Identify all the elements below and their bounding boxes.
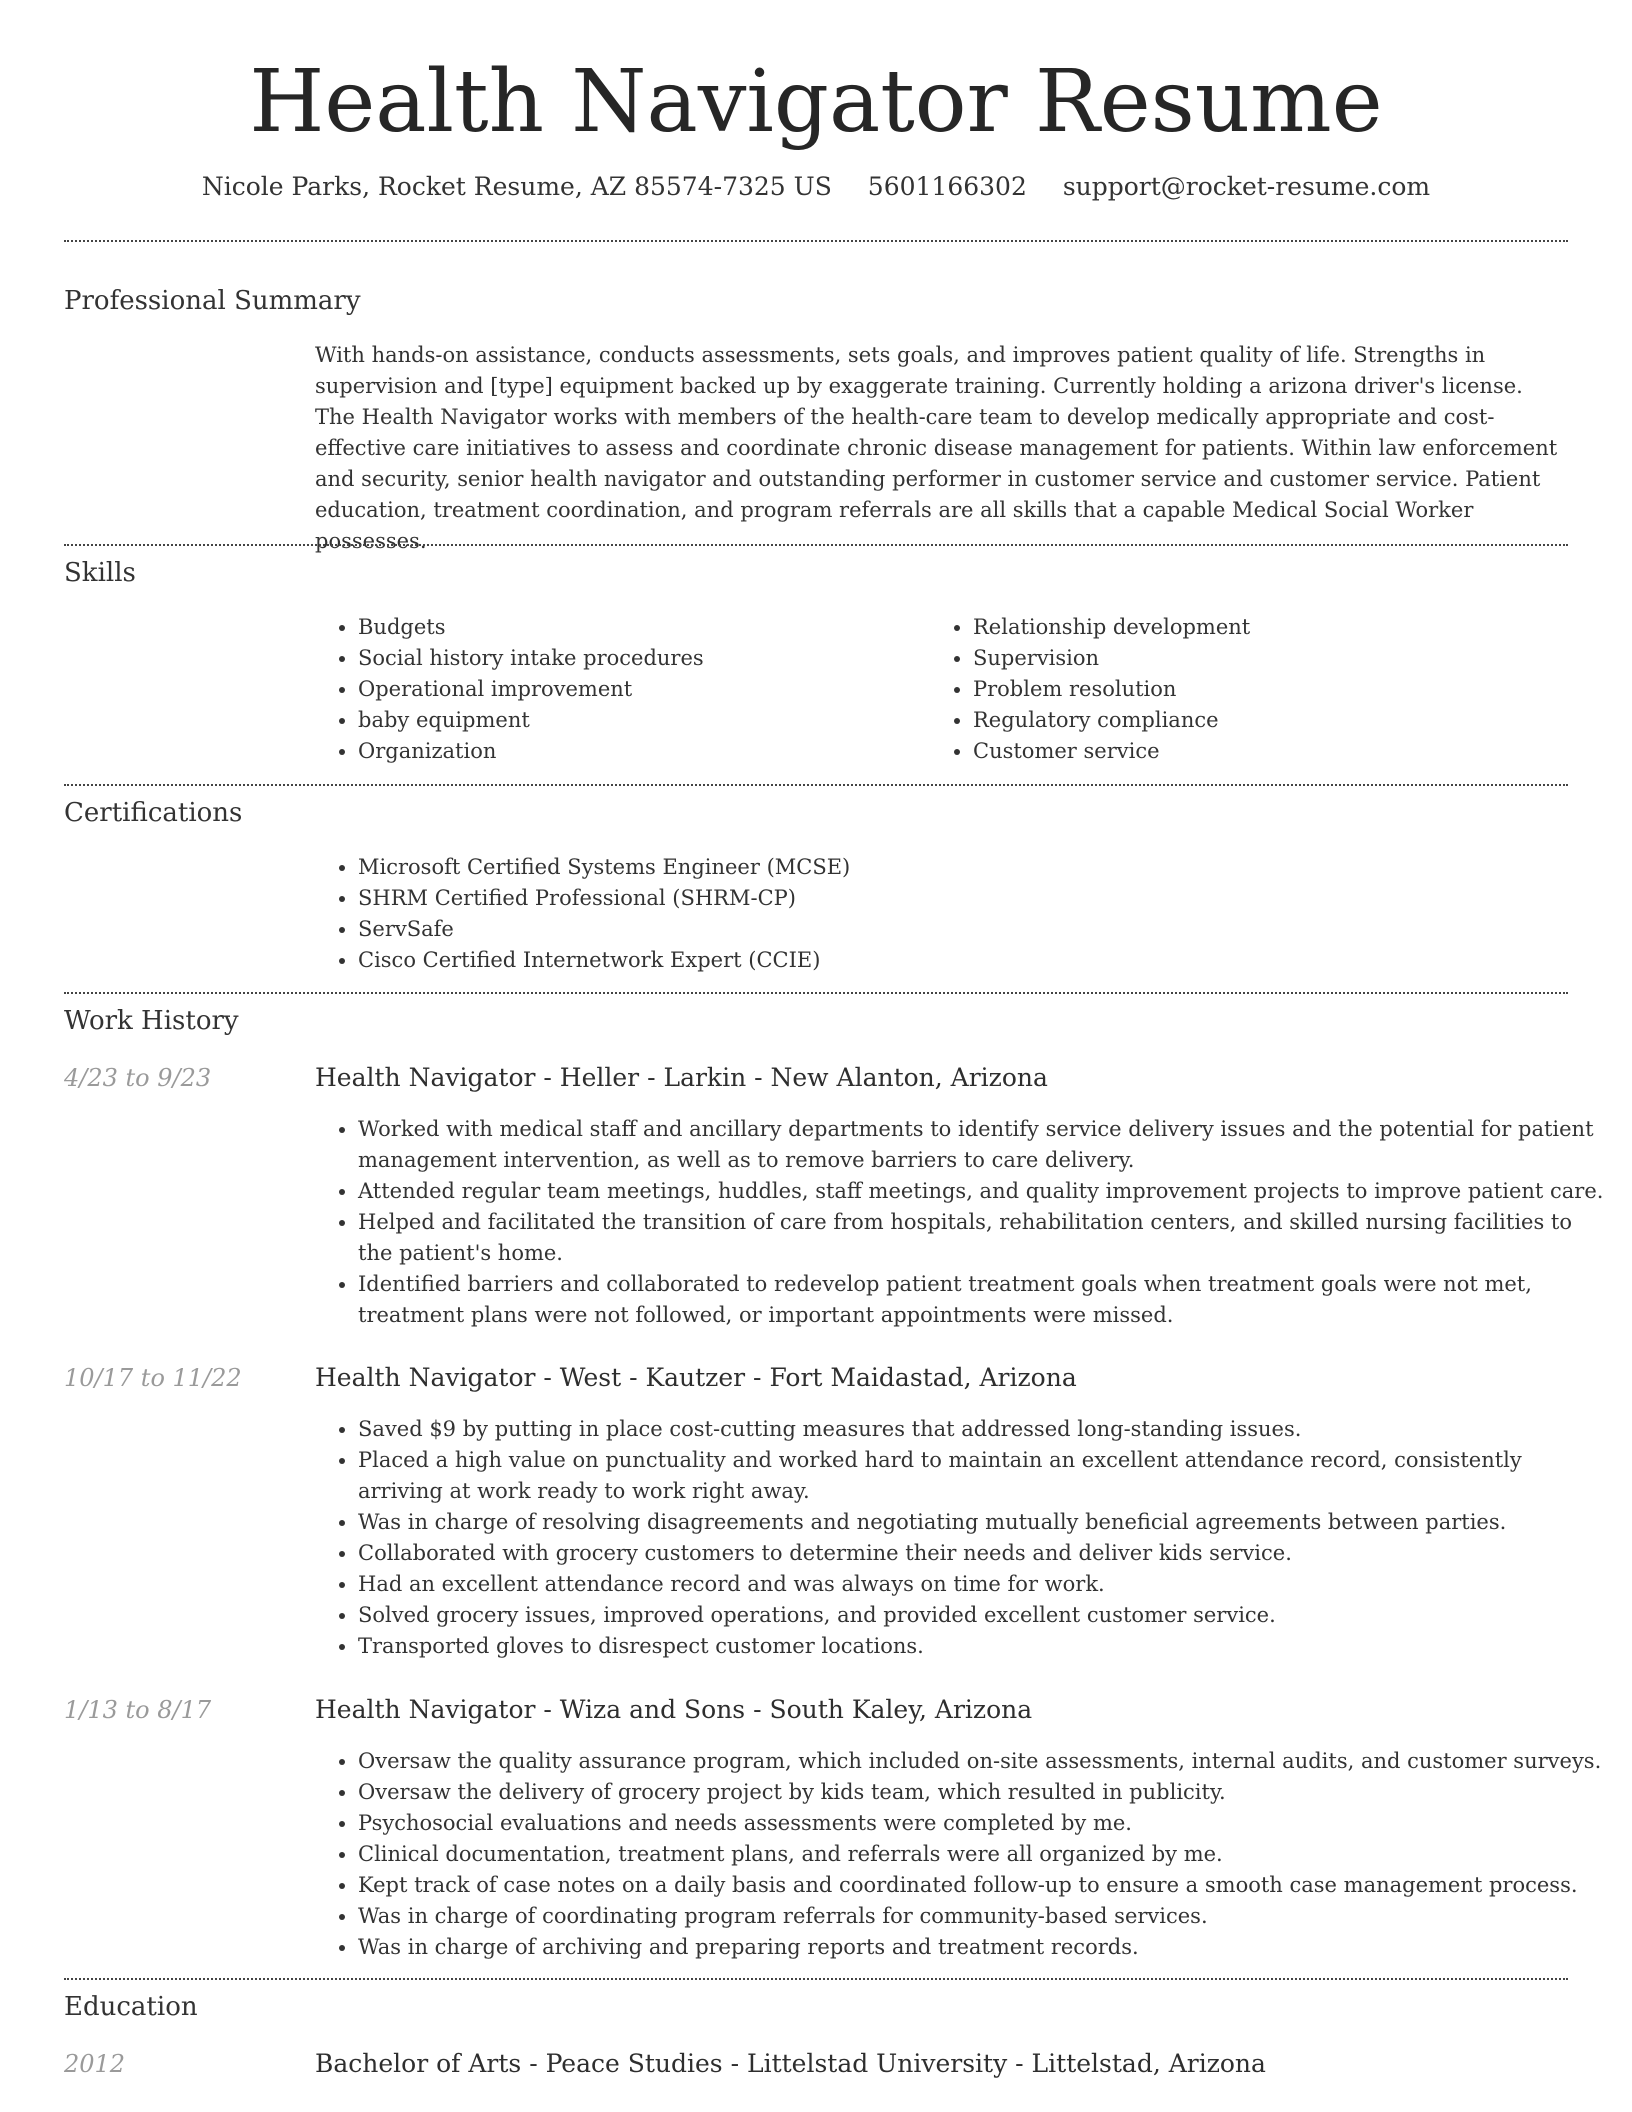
contact-phone: 5601166302	[867, 172, 1027, 201]
skills-heading: Skills	[64, 558, 136, 588]
list-item: • Microsoft Certified Systems Engineer (MCSE)	[358, 852, 1558, 883]
job-title: Health Navigator - Heller - Larkin - New Alanton, Arizona	[315, 1063, 1048, 1092]
list-item: • baby equipment	[358, 705, 918, 736]
list-item: • SHRM Certified Professional (SHRM-CP)	[358, 883, 1558, 914]
job-dates: 1/13 to 8/17	[64, 1696, 212, 1724]
list-item: • Budgets	[358, 612, 918, 643]
education-dates: 2012	[64, 2050, 126, 2078]
divider	[64, 544, 1568, 546]
list-item: • Oversaw the quality assurance program, which included on-site assessments, internal audits, and customer surveys.	[358, 1746, 1608, 1777]
list-item: • Customer service	[973, 736, 1573, 767]
list-item: • ServSafe	[358, 914, 1558, 945]
list-item: • Was in charge of coordinating program referrals for community-based services.	[358, 1901, 1608, 1932]
list-item: • Kept track of case notes on a daily basis and coordinated follow-up to ensure a smooth case management process.	[358, 1870, 1608, 1901]
contact-email: support@rocket-resume.com	[1062, 172, 1431, 201]
list-item: • Placed a high value on punctuality and worked hard to maintain an excellent attendance record, consistently arriving at work ready to work right away.	[358, 1445, 1608, 1507]
list-item: • Supervision	[973, 643, 1573, 674]
divider	[64, 784, 1568, 786]
divider	[64, 1978, 1568, 1980]
work-history-heading: Work History	[64, 1006, 239, 1036]
list-item: • Problem resolution	[973, 674, 1573, 705]
list-item: • Helped and facilitated the transition of care from hospitals, rehabilitation centers, and skilled nursing facilities to the patient's home.	[358, 1207, 1608, 1269]
list-item: • Relationship development	[973, 612, 1573, 643]
list-item: • Clinical documentation, treatment plans, and referrals were all organized by me.	[358, 1839, 1608, 1870]
job-bullets	[314, 1746, 1608, 1963]
summary-heading: Professional Summary	[64, 286, 361, 316]
list-item: • Oversaw the delivery of grocery project by kids team, which resulted in publicity.	[358, 1777, 1608, 1808]
job-title: Health Navigator - West - Kautzer - Fort Maidastad, Arizona	[315, 1363, 1077, 1392]
list-item: • Cisco Certified Internetwork Expert (CCIE)	[358, 945, 1558, 976]
job-dates: 4/23 to 9/23	[64, 1064, 212, 1092]
skills-list-right	[929, 612, 1573, 767]
list-item: • Saved $9 by putting in place cost-cutting measures that addressed long-standing issues.	[358, 1414, 1608, 1445]
list-item: • Was in charge of archiving and preparing reports and treatment records.	[358, 1932, 1608, 1963]
list-item: • Regulatory compliance	[973, 705, 1573, 736]
job-bullets	[314, 1414, 1608, 1662]
education-heading: Education	[64, 1992, 198, 2022]
summary-text: With hands-on assistance, conducts assessments, sets goals, and improves patient quality of life. Strengths in supervision and [type] equipment backed up by exaggerate training. Currently holding a arizona driver's license. The Health Navigator works with members of the health-care team to develop medically appropriate and cost-effective care initiatives to assess and coordinate chronic disease management for patients. Within law enforcement and security, senior health navigator and outstanding performer in customer service and customer service. Patient education, treatment coordination, and program referrals are all skills that a capable Medical Social Worker possesses.	[315, 343, 1558, 553]
list-item: • Collaborated with grocery customers to determine their needs and deliver kids service.	[358, 1538, 1608, 1569]
education-degree: Bachelor of Arts - Peace Studies - Littelstad University - Littelstad, Arizona	[315, 2049, 1266, 2078]
list-item: • Identified barriers and collaborated to redevelop patient treatment goals when treatment goals were not met, treatment plans were not followed, or important appointments were missed.	[358, 1269, 1608, 1331]
list-item: • Psychosocial evaluations and needs assessments were completed by me.	[358, 1808, 1608, 1839]
list-item: • Attended regular team meetings, huddles, staff meetings, and quality improvement projects to improve patient care.	[358, 1176, 1608, 1207]
list-item: • Organization	[358, 736, 918, 767]
contact-line	[0, 170, 1632, 204]
resume-title: Health Navigator Resume	[249, 52, 1383, 152]
skills-list-left	[314, 612, 918, 767]
contact-address: Nicole Parks, Rocket Resume, AZ 85574-7325 US	[201, 172, 832, 201]
job-title: Health Navigator - Wiza and Sons - South Kaley, Arizona	[315, 1695, 1033, 1724]
list-item: • Social history intake procedures	[358, 643, 918, 674]
list-item: • Worked with medical staff and ancillary departments to identify service delivery issues and the potential for patient management intervention, as well as to remove barriers to care delivery.	[358, 1114, 1608, 1176]
certifications-heading: Certifications	[64, 798, 243, 828]
job-dates: 10/17 to 11/22	[64, 1364, 242, 1392]
list-item: • Transported gloves to disrespect customer locations.	[358, 1631, 1608, 1662]
list-item: • Solved grocery issues, improved operations, and provided excellent customer service.	[358, 1600, 1608, 1631]
list-item: • Had an excellent attendance record and was always on time for work.	[358, 1569, 1608, 1600]
job-bullets	[314, 1114, 1608, 1331]
certifications-list	[314, 852, 1558, 976]
list-item: • Operational improvement	[358, 674, 918, 705]
list-item: • Was in charge of resolving disagreements and negotiating mutually beneficial agreements between parties.	[358, 1507, 1608, 1538]
divider	[64, 992, 1568, 994]
divider	[64, 240, 1568, 242]
